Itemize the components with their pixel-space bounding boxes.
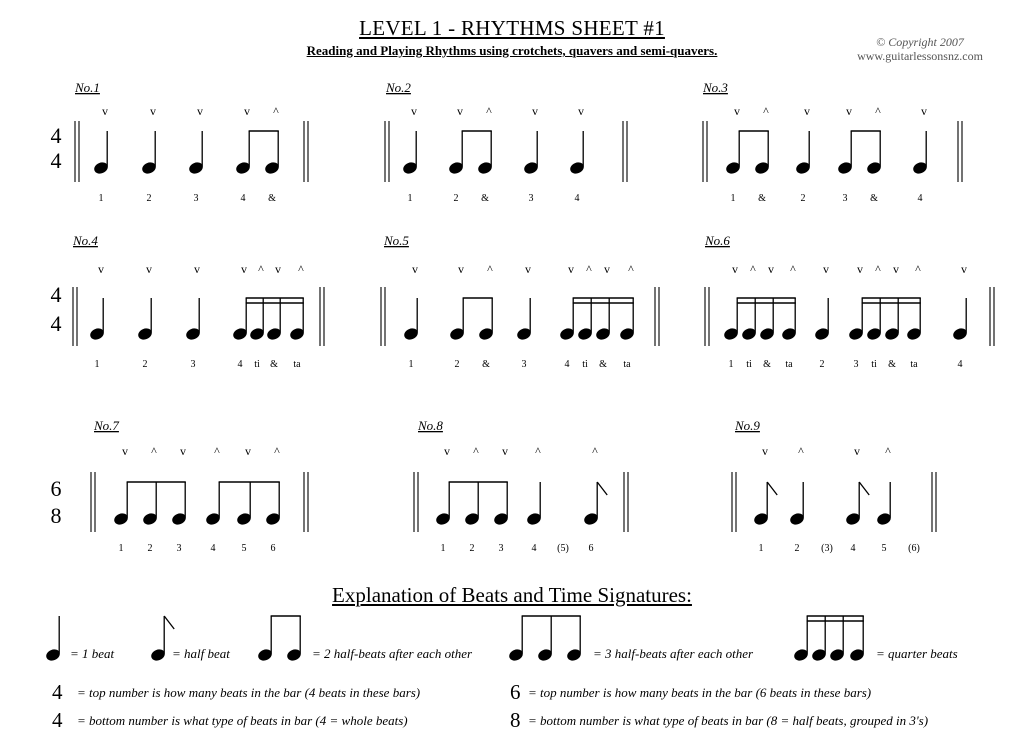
downstroke-mark: v bbox=[146, 262, 152, 276]
note-flag bbox=[767, 482, 777, 495]
beat-count: 6 bbox=[270, 543, 276, 554]
beat-count: 4 bbox=[564, 359, 570, 370]
upstroke-mark: ^ bbox=[258, 262, 264, 276]
beat-count: 1 bbox=[440, 543, 446, 554]
upstroke-mark: ^ bbox=[763, 104, 769, 118]
downstroke-mark: v bbox=[768, 262, 774, 276]
beat-count: 2 bbox=[469, 543, 475, 554]
beat-count: & bbox=[268, 193, 276, 204]
upstroke-mark: ^ bbox=[586, 262, 592, 276]
downstroke-mark: v bbox=[823, 262, 829, 276]
beat-count: 4 bbox=[917, 193, 923, 204]
downstroke-mark: v bbox=[578, 104, 584, 118]
page-title: LEVEL 1 - RHYTHMS SHEET #1 bbox=[359, 16, 665, 40]
beat-count: ta bbox=[293, 359, 301, 370]
beat-count: 3 bbox=[842, 193, 848, 204]
beat-count: 1 bbox=[758, 543, 764, 554]
beat-count: & bbox=[482, 359, 490, 370]
beat-count-rest: (6) bbox=[908, 543, 920, 554]
beat-count: ta bbox=[623, 359, 631, 370]
beat-count: 1 bbox=[728, 359, 734, 370]
legend-four-semiquavers-text: = quarter beats bbox=[876, 646, 958, 661]
downstroke-mark: v bbox=[854, 444, 860, 458]
beat-count: ta bbox=[910, 359, 918, 370]
beat-count: 1 bbox=[118, 543, 124, 554]
downstroke-mark: v bbox=[568, 262, 574, 276]
downstroke-mark: v bbox=[893, 262, 899, 276]
beat-count: 3 bbox=[190, 359, 196, 370]
beat-count: 2 bbox=[454, 359, 460, 370]
website-text: www.guitarlessonsnz.com bbox=[857, 49, 983, 63]
beat-count: 1 bbox=[408, 359, 414, 370]
time-signature-top: 4 bbox=[50, 282, 62, 307]
legend-crotchet-text: = 1 beat bbox=[70, 646, 115, 661]
downstroke-mark: v bbox=[244, 104, 250, 118]
beat-count: 4 bbox=[957, 359, 963, 370]
downstroke-mark: v bbox=[197, 104, 203, 118]
beat-count: 1 bbox=[94, 359, 100, 370]
beat-count: 2 bbox=[794, 543, 800, 554]
beat-count: & bbox=[870, 193, 878, 204]
beat-count: ti bbox=[254, 359, 260, 370]
downstroke-mark: v bbox=[532, 104, 538, 118]
upstroke-mark: ^ bbox=[790, 262, 796, 276]
beat-count: 2 bbox=[146, 193, 152, 204]
beat-count: 4 bbox=[531, 543, 537, 554]
beat-count: 3 bbox=[176, 543, 182, 554]
beat-count: ti bbox=[746, 359, 752, 370]
left-top-text: = top number is how many beats in the bar (4 beats in these bars) bbox=[77, 685, 421, 700]
downstroke-mark: v bbox=[194, 262, 200, 276]
right-top-text: = top number is how many beats in the bar (6 beats in these bars) bbox=[528, 685, 872, 700]
right-bottom-number: 8 bbox=[510, 708, 521, 732]
upstroke-mark: ^ bbox=[750, 262, 756, 276]
downstroke-mark: v bbox=[241, 262, 247, 276]
beat-count: 2 bbox=[142, 359, 148, 370]
beat-count: 3 bbox=[528, 193, 534, 204]
beat-count: & bbox=[599, 359, 607, 370]
legend-three-quavers-text: = 3 half-beats after each other bbox=[593, 646, 754, 661]
beat-count-rest: (5) bbox=[557, 543, 569, 554]
downstroke-mark: v bbox=[732, 262, 738, 276]
time-signature-bottom: 4 bbox=[50, 311, 62, 336]
note-flag bbox=[859, 482, 869, 495]
upstroke-mark: ^ bbox=[298, 262, 304, 276]
legend-two-quavers-text: = 2 half-beats after each other bbox=[312, 646, 473, 661]
copyright-text: © Copyright 2007 bbox=[876, 35, 964, 49]
downstroke-mark: v bbox=[411, 104, 417, 118]
downstroke-mark: v bbox=[921, 104, 927, 118]
beat-count: 1 bbox=[407, 193, 413, 204]
downstroke-mark: v bbox=[762, 444, 768, 458]
upstroke-mark: ^ bbox=[628, 262, 634, 276]
beat-count: 3 bbox=[193, 193, 199, 204]
downstroke-mark: v bbox=[458, 262, 464, 276]
beat-count-rest: (3) bbox=[821, 543, 833, 554]
downstroke-mark: v bbox=[804, 104, 810, 118]
beat-count: 3 bbox=[853, 359, 859, 370]
upstroke-mark: ^ bbox=[798, 444, 804, 458]
right-bottom-text: = bottom number is what type of beats in bar (8 = half beats, grouped in 3's) bbox=[528, 713, 929, 728]
upstroke-mark: ^ bbox=[473, 444, 479, 458]
downstroke-mark: v bbox=[846, 104, 852, 118]
beat-count: & bbox=[888, 359, 896, 370]
beat-count: 4 bbox=[574, 193, 580, 204]
left-top-number: 4 bbox=[52, 680, 63, 704]
beat-count: ta bbox=[785, 359, 793, 370]
page-subtitle: Reading and Playing Rhythms using crotchets, quavers and semi-quavers. bbox=[306, 43, 718, 58]
upstroke-mark: ^ bbox=[487, 262, 493, 276]
exercise-label: No.5 bbox=[384, 233, 409, 248]
downstroke-mark: v bbox=[98, 262, 104, 276]
beat-count: & bbox=[758, 193, 766, 204]
upstroke-mark: ^ bbox=[915, 262, 921, 276]
downstroke-mark: v bbox=[150, 104, 156, 118]
legend-single-quaver-text: = half beat bbox=[172, 646, 230, 661]
left-bottom-number: 4 bbox=[52, 708, 63, 732]
downstroke-mark: v bbox=[275, 262, 281, 276]
exercise-label: No.4 bbox=[73, 233, 98, 248]
explanation-heading: Explanation of Beats and Time Signatures: bbox=[332, 583, 692, 607]
downstroke-mark: v bbox=[102, 104, 108, 118]
exercise-label: No.8 bbox=[418, 418, 443, 433]
downstroke-mark: v bbox=[457, 104, 463, 118]
time-signature-bottom: 8 bbox=[50, 503, 62, 528]
upstroke-mark: ^ bbox=[273, 104, 279, 118]
beat-count: 4 bbox=[210, 543, 216, 554]
beat-count: 2 bbox=[147, 543, 153, 554]
downstroke-mark: v bbox=[961, 262, 967, 276]
beat-count: & bbox=[481, 193, 489, 204]
beat-count: 5 bbox=[881, 543, 887, 554]
downstroke-mark: v bbox=[412, 262, 418, 276]
downstroke-mark: v bbox=[604, 262, 610, 276]
downstroke-mark: v bbox=[857, 262, 863, 276]
time-signature-top: 6 bbox=[50, 476, 62, 501]
left-bottom-text: = bottom number is what type of beats in bar (4 = whole beats) bbox=[77, 713, 408, 728]
upstroke-mark: ^ bbox=[486, 104, 492, 118]
exercise-label: No.1 bbox=[75, 80, 100, 95]
upstroke-mark: ^ bbox=[274, 444, 280, 458]
beat-count: 4 bbox=[237, 359, 243, 370]
beat-count: ti bbox=[582, 359, 588, 370]
downstroke-mark: v bbox=[122, 444, 128, 458]
upstroke-mark: ^ bbox=[875, 104, 881, 118]
time-signature-bottom: 4 bbox=[50, 148, 62, 173]
note-flag bbox=[164, 616, 174, 629]
downstroke-mark: v bbox=[180, 444, 186, 458]
beat-count: 6 bbox=[588, 543, 594, 554]
beat-count: 4 bbox=[240, 193, 246, 204]
upstroke-mark: ^ bbox=[535, 444, 541, 458]
upstroke-mark: ^ bbox=[214, 444, 220, 458]
downstroke-mark: v bbox=[525, 262, 531, 276]
exercise-label: No.3 bbox=[703, 80, 728, 95]
right-top-number: 6 bbox=[510, 680, 521, 704]
upstroke-mark: ^ bbox=[885, 444, 891, 458]
beat-count: 2 bbox=[453, 193, 459, 204]
upstroke-mark: ^ bbox=[151, 444, 157, 458]
exercise-label: No.2 bbox=[386, 80, 411, 95]
note-flag bbox=[597, 482, 607, 495]
exercise-label: No.6 bbox=[705, 233, 730, 248]
downstroke-mark: v bbox=[245, 444, 251, 458]
beat-count: 1 bbox=[98, 193, 104, 204]
beat-count: 3 bbox=[521, 359, 527, 370]
beat-count: 4 bbox=[850, 543, 856, 554]
downstroke-mark: v bbox=[444, 444, 450, 458]
downstroke-mark: v bbox=[502, 444, 508, 458]
beat-count: 1 bbox=[730, 193, 736, 204]
beat-count: 2 bbox=[800, 193, 806, 204]
beat-count: & bbox=[270, 359, 278, 370]
beat-count: 3 bbox=[498, 543, 504, 554]
beat-count: ti bbox=[871, 359, 877, 370]
downstroke-mark: v bbox=[734, 104, 740, 118]
beat-count: 5 bbox=[241, 543, 247, 554]
exercise-label: No.7 bbox=[94, 418, 119, 433]
beat-count: & bbox=[763, 359, 771, 370]
upstroke-mark: ^ bbox=[875, 262, 881, 276]
beat-count: 2 bbox=[819, 359, 825, 370]
upstroke-mark: ^ bbox=[592, 444, 598, 458]
exercise-label: No.9 bbox=[735, 418, 760, 433]
time-signature-top: 4 bbox=[50, 123, 62, 148]
